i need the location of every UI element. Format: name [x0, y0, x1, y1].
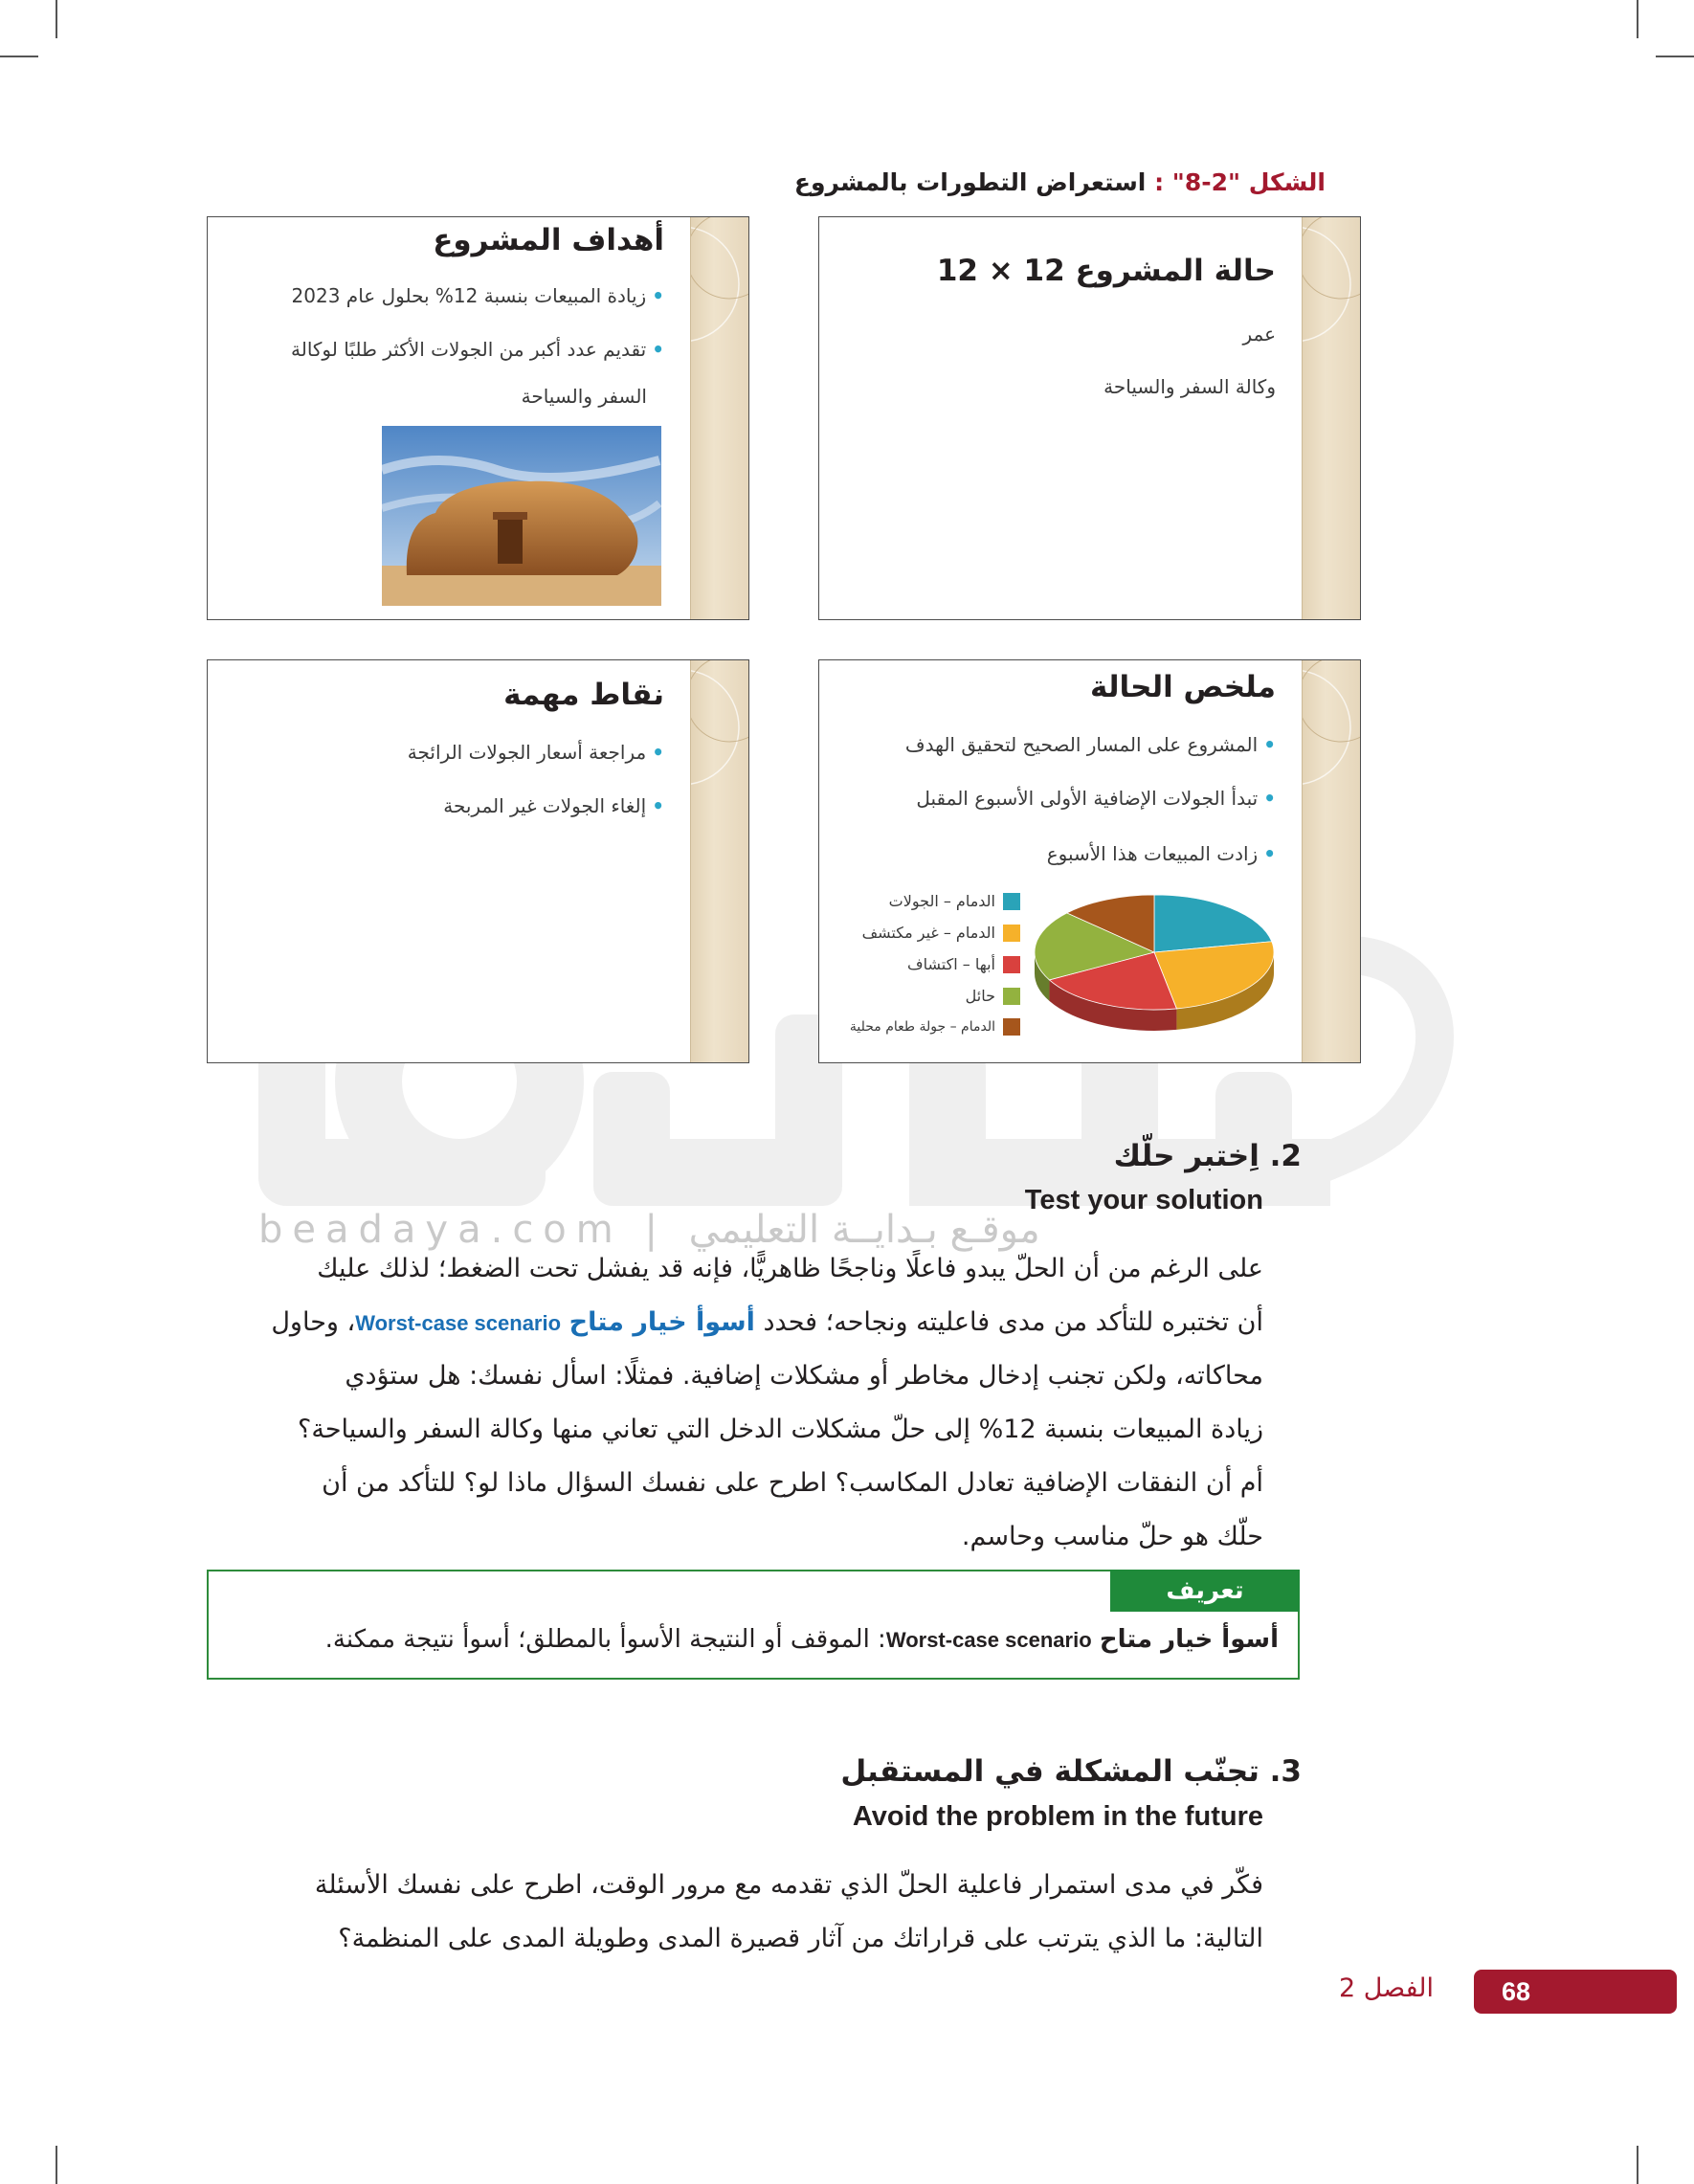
legend-swatch: [1003, 988, 1020, 1005]
definition-text: أسوأ خيار متاح Worst-case scenario: الموقف أو النتيجة الأسوأ بالمطلق؛ أسوأ نتيجة ممكنة.: [324, 1625, 1279, 1654]
heritage-site-photo: [378, 422, 665, 610]
crop-mark: [1637, 2146, 1638, 2184]
legend-label: الدمام – جولة طعام محلية: [849, 1019, 995, 1035]
legend-label: الدمام – غير مكتشف: [861, 924, 995, 942]
figure-title: استعراض التطورات بالمشروع: [793, 168, 1147, 196]
definition-tab: تعريف: [1110, 1570, 1300, 1612]
paragraph-line: على الرغم من أن الحلّ يبدو فاعلًا وناجحًا ظاهريًّا، فإنه قد يفشل تحت الضغط؛ لذلك عليك: [317, 1254, 1263, 1283]
paragraph-line: أن تختبره للتأكد من مدى فاعليته ونجاحه؛ فحدد أسوأ خيار متاح Worst-case scenario، وحاول: [271, 1307, 1263, 1337]
figure-label: الشكل "2-8" :: [1154, 168, 1326, 196]
crop-mark: [56, 2146, 57, 2184]
slide-decoration: [1302, 217, 1360, 619]
legend-label: أبها – اكتشاف: [907, 955, 995, 973]
definition-box: [207, 1570, 1300, 1680]
paragraph-line: أم أن النفقات الإضافية تعادل المكاسب؟ اطرح على نفسك السؤال ماذا لو؟ للتأكد من أن: [322, 1468, 1263, 1498]
key-term: أسوأ خيار متاح: [568, 1307, 755, 1337]
legend-label: الدمام – الجولات: [888, 892, 995, 910]
slide-important-points: [207, 659, 749, 1063]
legend-swatch: [1003, 925, 1020, 942]
crop-mark: [1656, 56, 1694, 57]
slide-bullet: •زيادة المبيعات بنسبة 12% بحلول عام 2023: [291, 284, 664, 307]
slide-bullet-continuation: السفر والسياحة: [521, 385, 647, 408]
paragraph-line: حلّك هو حلّ مناسب وحاسم.: [961, 1522, 1263, 1551]
paragraph: [211, 1859, 1263, 1966]
section-heading-en: Avoid the problem in the future: [852, 1801, 1263, 1832]
crop-mark: [56, 0, 57, 38]
watermark-url: beadaya.com | موقـع بـدايــة التعليمي: [258, 1208, 1040, 1252]
section-heading-en: Test your solution: [1024, 1185, 1263, 1215]
slide-decoration: [690, 660, 748, 1062]
paragraph-line: زيادة المبيعات بنسبة 12% إلى حلّ مشكلات الدخل التي تعاني منها وكالة السفر والسياحة؟: [298, 1415, 1263, 1444]
slide-project-goals: [207, 216, 749, 620]
page-number: 68: [1501, 1977, 1531, 2006]
slide-project-status: [818, 216, 1361, 620]
legend-item: [966, 987, 1020, 1005]
pie-chart: [1030, 880, 1288, 1053]
chapter-label: الفصل 2: [1338, 1973, 1434, 2003]
paragraph-line: محاكاته، ولكن تجنب إدخال مخاطر أو مشكلات إضافية. فمثلًا: اسأل نفسك: هل ستؤدي: [345, 1361, 1263, 1391]
slide-bullet: •مراجعة أسعار الجولات الرائجة: [407, 741, 664, 764]
figure-caption: [794, 168, 1326, 196]
slide-title: نقاط مهمة: [503, 678, 664, 712]
legend-item: [889, 892, 1020, 910]
legend-item: [850, 1018, 1020, 1036]
slide-bullet: •المشروع على المسار الصحيح لتحقيق الهدف: [904, 733, 1276, 756]
crop-mark: [1637, 0, 1638, 38]
legend-item: [907, 955, 1020, 973]
paragraph-line: التالية: ما الذي يترتب على قراراتك من آثار قصيرة المدى وطويلة المدى على المنظمة؟: [338, 1924, 1263, 1953]
slide-decoration: [1302, 660, 1360, 1062]
slide-bullet: •تقديم عدد أكبر من الجولات الأكثر طلبًا لوكالة: [291, 338, 664, 361]
slide-bullet: •تبدأ الجولات الإضافية الأولى الأسبوع المقبل: [916, 787, 1276, 810]
legend-swatch: [1003, 893, 1020, 910]
paragraph: [211, 1242, 1263, 1564]
slide-text: عمر: [1242, 323, 1276, 345]
slide-decoration: [690, 217, 748, 619]
slide-bullet: •إلغاء الجولات غير المربحة: [443, 794, 664, 817]
slide-status-summary: [818, 659, 1361, 1063]
slide-bullet: •زادت المبيعات هذا الأسبوع: [1046, 842, 1276, 865]
paragraph-line: فكّر في مدى استمرار فاعلية الحلّ الذي تقدمه مع مرور الوقت، اطرح على نفسك الأسئلة: [314, 1870, 1263, 1900]
legend-swatch: [1003, 956, 1020, 973]
slide-title: أهداف المشروع: [433, 223, 664, 257]
slide-title: حالة المشروع 12 × 12: [936, 254, 1276, 288]
slide-title: ملخص الحالة: [1090, 670, 1276, 704]
key-term-en: Worst-case scenario: [355, 1311, 562, 1335]
legend-label: حائل: [965, 987, 995, 1005]
legend-item: [862, 924, 1020, 942]
crop-mark: [0, 56, 38, 57]
slide-text: وكالة السفر والسياحة: [1103, 375, 1276, 398]
section-heading: 3. تجنّب المشكلة في المستقبل: [840, 1754, 1302, 1789]
section-heading: 2. اِختبر حلّك: [1113, 1139, 1302, 1173]
legend-swatch: [1003, 1018, 1020, 1036]
